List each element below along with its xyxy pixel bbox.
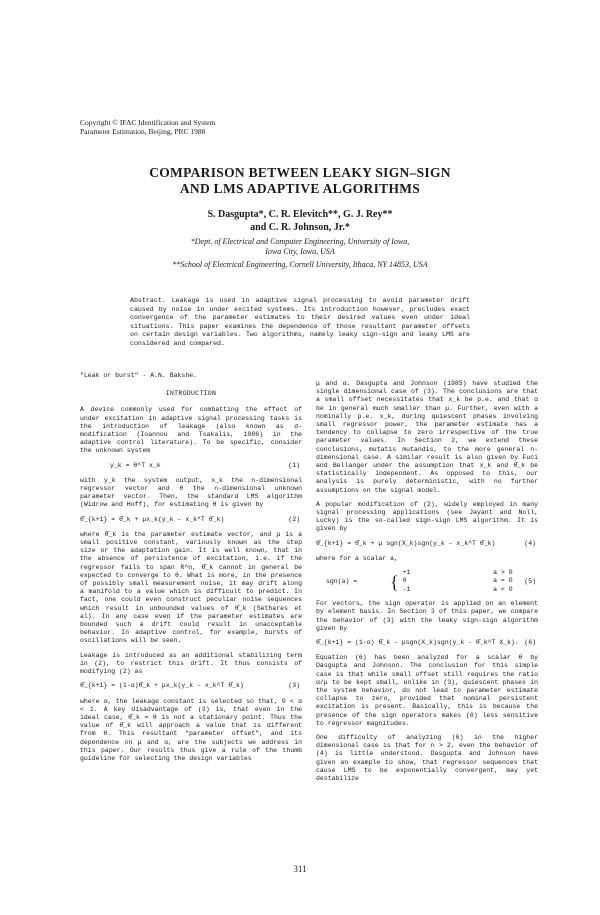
- affiliation-line: *Dept. of Electrical and Computer Engineering, University of Iowa,: [190, 237, 410, 246]
- paragraph: with y_k the system output, x_k the n-dimensional regressor vector and θ the n-dimensional unknown parameter vector. Then, the standard LMS algorithm (Widrow and Hoff), for estimating θ is given by: [80, 476, 302, 509]
- left-column: [80, 372, 302, 769]
- paragraph: One difficulty of analyzing (6) in the higher dimensional case is that for n > 2, even the behavior of (4) is little understood. Dasgupta and Johnson have given an example to show, that regressor sequences that cause LMS to be exponentially convergent, may yet destabilize: [316, 734, 538, 783]
- affiliation-line: **School of Electrical Engineering, Cornell University, Ithaca, NY 14853, USA: [172, 260, 428, 269]
- equation-body: y_k = θ^T x_k: [110, 461, 161, 469]
- equation-3: [80, 682, 302, 690]
- equation-body: θ̂_{k+1} = θ̂_k + μx_k(y_k - x_k^T θ̂_k): [80, 515, 225, 523]
- case-row: [403, 569, 513, 577]
- paper-authors: [80, 208, 520, 234]
- equation-6: [316, 639, 538, 647]
- affiliation-cornell: [80, 260, 520, 270]
- paragraph: A popular modification of (2), widely employed in many signal processing applications (see Jayant and Noll, Lucky) is the so-called sign-sign LMS algorithm. It is given by: [316, 500, 538, 533]
- paragraph: For vectors, the sign operator is applied on an element by element basis. In Section 3 of this paper, we compare the behavior of (3) with the leaky sign-sign algorithm given by: [316, 600, 538, 632]
- brace-glyph: {: [390, 571, 399, 592]
- page-number: 311: [293, 864, 307, 874]
- copyright-notice: [80, 118, 215, 136]
- paragraph: μ and α. Dasgupta and Johnson (1985) have studied the single dimensional case of (3). The conclusions are that a small offset necessitates that x_k be p.e. and that α be in general much smaller than μ. Further, even with a nominally p.e. x_k, during quiescent phases involving small regressor power, the parameter estimate has a tendency to collapse to zero irrespective of the true parameter values. In Section 2, we extend these conclusions, mutatis mutandis, to the more general n-dimensional case. A similar result is also given by Fuci and Bellanger under the assumption that x_k and θ̂_k be statistically independent. As opposed to this, our analysis is purely deterministic, with no further assumptions on the signal model.: [316, 380, 538, 494]
- title-line: AND LMS ADAPTIVE ALGORITHMS: [179, 181, 421, 196]
- paragraph: where for a scalar a,: [316, 554, 398, 562]
- equation-number: (5): [524, 577, 536, 585]
- paragraph: Equation (6) has been analyzed for a scalar θ by Dasgupta and Johnson. The conclusion for this simple case is that while small offset still requires the ratio α/μ to be kept small, unlike in (3), quiescent phases in the system behavior, do not lead to parameter estimate collapse to zero, provided that nominal persistent excitation is present. Basically, this is because the presence of the sign operators makes (6) less sensitive to regressor magnitudes.: [316, 654, 538, 727]
- paragraph: A device commonly used for combatting the effect of under excitation in adaptive signal processing tasks is the introduction of leakage (also known as σ-modification (Ioannou and Tsakalis, 1986) in the adaptive control literature). To be specific, consider the unknown system: [80, 406, 302, 455]
- equation-body: θ̂_{k+1} = (1-α) θ̂_k - μsgn(X_k)sgn(y_k - θ̂_k^T X_k).: [316, 639, 519, 647]
- equation-body: θ̂_{k+1} = θ̂_k + μ sgn(X_k)sgn(y_k - x_k^T θ̂_k): [316, 539, 496, 547]
- case-condition: a > 0: [493, 569, 513, 577]
- authors-line: S. Dasgupta*, C. R. Elevitch**, G. J. Rey**: [207, 209, 393, 220]
- epigraph: "Leak or burst" - A.N. Bakshe.: [80, 372, 198, 379]
- case-row: [403, 586, 513, 594]
- equation-number: (2): [288, 515, 300, 523]
- case-value: 0: [402, 577, 407, 585]
- equation-2: [80, 516, 302, 524]
- case-condition: a = 0: [493, 577, 513, 585]
- paragraph: where α, the leakage constant is selected so that, 0 < α < 1. A key disadvantage of (3) is, that even in the ideal case, θ̂_k = θ is not a stationary point. Thus the value of θ̂_k will approach a value that is different from θ. This resultant "parameter offset", and its dependence on μ and α, are the subjects we address in this paper. Our results thus give a rule of the thumb guideline for selecting the design variables: [80, 697, 302, 762]
- affiliation-iowa: [80, 237, 520, 257]
- paragraph: where θ̂_k is the parameter estimate vector, and μ is a small positive constant, variously known as the step size or the adaptation gain. It is well known, that in the absence of persistence of excitation, i.e. if the regressor fails to span R^n, θ̂_k cannot in general be expected to converge to θ. What is more, in the presence of possibly small measurement noise, it may drift along a manifold to a value which is difficult to predict. In fact, one could even construct peculiar noise sequences which result in unbounded values of θ̂_k (Sethares et al). In any case even if the parameter estimates are bounded such a drift could result in unacceptable behavior. In adaptive control, for example, bursts of oscillations will be seen.: [80, 530, 302, 645]
- abstract: Abstract. Leakage is used in adaptive signal processing to avoid parameter drift caused by noise in under excited systems. Its introduction however, precludes exact convergence of the parameter estimates to their desired values even under ideal situations. This paper examines the dependence of those resultant parameter offsets on certain design variables. Two algorithms, namely leaky sign-sign and leaky LMS are considered and compared.: [130, 297, 470, 347]
- equation-number: (3): [288, 682, 300, 690]
- affiliation-line: Iowa City, Iowa, USA: [265, 247, 335, 256]
- case-value: -1: [402, 585, 411, 593]
- equation-number: (6): [524, 639, 536, 647]
- equation-lhs: sgn(a) =: [326, 577, 358, 585]
- copyright-line: Copyright © IFAC Identification and System: [80, 118, 216, 127]
- equation-5: [316, 569, 538, 594]
- section-heading: INTRODUCTION: [165, 390, 217, 398]
- equation-number: (4): [524, 539, 536, 547]
- equation-body: θ̂_{k+1} = (1-α)θ̂_k + μx_k(y_k - x_k^T θ̂_k): [80, 682, 244, 690]
- equation-number: (1): [288, 461, 300, 469]
- title-line: COMPARISON BETWEEN LEAKY SIGN–SIGN: [149, 165, 451, 180]
- authors-line: and C. R. Johnson, Jr.*: [250, 222, 350, 233]
- equation-1: [80, 462, 302, 470]
- equation-4: [316, 540, 538, 548]
- paper-title: [80, 165, 520, 197]
- paragraph: Leakage is introduced as an additional stabilizing term in (2), to restrict this drift. It thus consists of modifying (2) as: [80, 651, 302, 676]
- copyright-line: Parameter Estimation, Beijing, PRC 1988: [80, 127, 206, 136]
- case-value: +1: [402, 569, 411, 577]
- right-column: [316, 380, 538, 789]
- case-condition: a < 0: [493, 585, 513, 593]
- case-row: [403, 577, 513, 585]
- sign-cases: [403, 569, 513, 594]
